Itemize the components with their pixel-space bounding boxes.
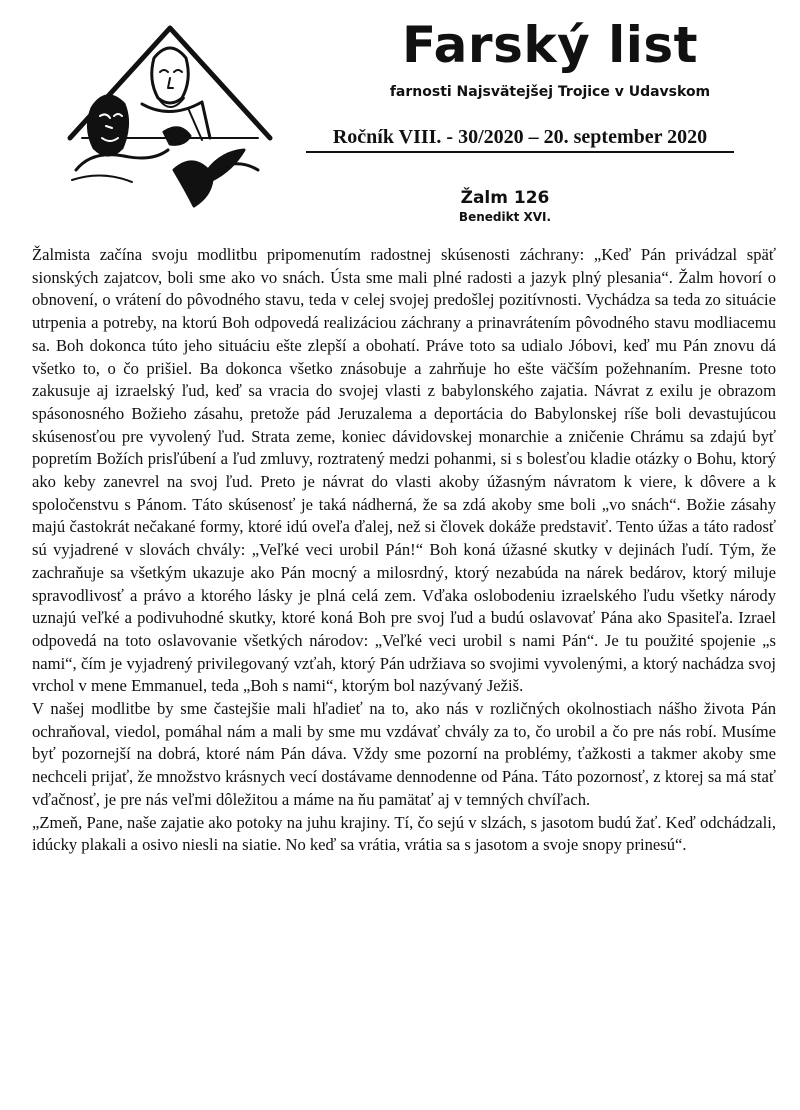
article-body (32, 244, 776, 857)
issue-line: Ročník VIII. - 30/2020 – 20. september 2020 (306, 126, 734, 153)
article-author: Benedikt XVI. (458, 210, 552, 224)
article-paragraph: Žalmista začína svoju modlitbu pripomenutím radostnej skúsenosti záchrany: „Keď Pán privádzal späť sionských zajatcov, boli sme ako vo snách. Ústa sme mali plné radosti a jazyk plný plesania“. Žalm hovorí o obnovení, o vrátení do pôvodného stavu, teda v celej svojej predošlej pozitívnosti. Vychádza sa teda zo situácie utrpenia a potreby, na ktorú Boh odpovedá realizáciou záchrany a prinavrátením pôvodného stavu modliacemu sa. Boh dokonca túto jeho situáciu ešte zlepší a obohatí. Práve toto sa udialo Jóbovi, keď mu Pán znovu dá všetko to, o čo prišiel. Ba dokonca všetko znásobuje a zahrňuje ho ešte väčším požehnaním. Presne toto zakusuje aj izraelský ľud, keď sa vracia do svojej vlasti z babylonského zajatia. Návrat z exilu je obrazom spásonosného Božieho zásahu, pretože pád Jeruzalema a deportácia do Babylonskej ríše boli devastujúcou skúsenosťou pre vyvolený ľud. Strata zeme, koniec dávidovskej monarchie a zničenie Chrámu sa zdajú byť popretím Božích prisľúbení a ľud zmluvy, roztratený medzi pohanmi, si s bolesťou kladie otázky o Bohu, ktorý ako keby zanevrel na svoj ľud. Preto je návrat do vlasti akoby úžasným návratom k viere, k dôvere a k spoločenstvu s Pánom. Táto skúsenosť je taká nádherná, že sa zdá akoby sme boli „vo snách“. Božie zásahy majú častokrát nečakané formy, ktoré idú oveľa ďalej, než si človek dokáže predstaviť. Tento úžas a táto radosť sú vyjadrené v slovách chvály: „Veľké veci urobil Pán!“ Boh koná úžasné skutky v dejinách ľudí. Tým, že zachraňuje sa všetkým ukazuje ako Pán mocný a milosrdný, ktorý nezabúda na nárek bedárov, ktorý miluje spravodlivosť a právo a ktorého lásky je plná celá zem. Vďaka oslobodeniu izraelského ľudu všetky národy uznajú veľké a podivuhodné skutky, ktoré koná Boh pre svoj ľud a budú oslavovať Pána ako Spasiteľa. Izrael odpovedá na toto oslavovanie všetkých národov: „Veľké veci urobil s nami Pán“. Je tu použité spojenie „s nami“, čím je vyjadrený privilegovaný vzťah, ktorý Pán udržiava so svojimi vyvolenými, a ktorý nachádza svoj vrchol v mene Emmanuel, teda „Boh s nami“, ktorým bol nazývaný Ježiš. (32, 245, 776, 696)
article-title: Žalm 126 (460, 188, 550, 208)
psalm-quote: „Zmeň, Pane, naše zajatie ako potoky na juhu krajiny. Tí, čo sejú v slzách, s jasotom budú žať. Keď odchádzali, idúcky plakali a osivo niesli na siatie. No keď sa vrátia, vrátia sa s jasotom a svoje snopy prinesú“. (32, 812, 776, 855)
holy-trinity-logo-icon (62, 20, 277, 220)
parish-subtitle: farnosti Najsvätejšej Trojice v Udavskom (389, 84, 711, 100)
newsletter-title: Farský list (401, 16, 699, 74)
article-paragraph: V našej modlitbe by sme častejšie mali hľadieť na to, ako nás v rozličných okolnostiach nášho života Pán ochraňoval, viedol, pomáhal nám a mali by sme mu vzdávať chvály za to, čo urobil a čo pre nás robí. Musíme byť pozornejší na dobrá, ktoré nám Pán dáva. Vždy sme pozorní na problémy, ťažkosti a takmer akoby sme nechceli prijať, že množstvo krásnych vecí dostávame dennodenne od Pána. Táto pozornosť, z ktorej sa má stať vďačnosť, je pre nás veľmi dôležitou a máme na ňu pamätať aj v temných chvíľach. (32, 699, 776, 809)
